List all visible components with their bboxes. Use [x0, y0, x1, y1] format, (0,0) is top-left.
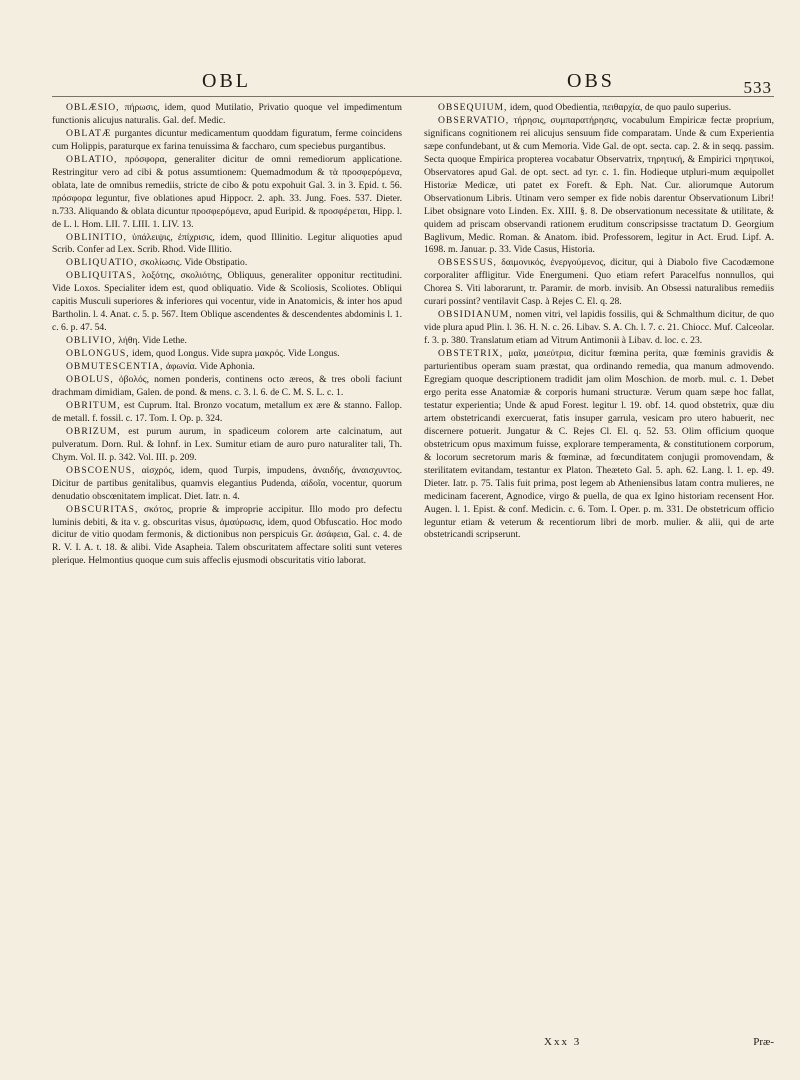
- entry-lemma: OBLATIO,: [66, 153, 118, 165]
- catchword: Præ-: [753, 1036, 774, 1048]
- dictionary-entry: [52, 257, 402, 270]
- entry-text: μαῖα, μαιεύτρια, dicitur fœmina perita, quæ fœminis gravidis & parturientibus operam suam præstat, qua ordinando remedia, qua manum admovendo. Egregiam quoque descriptionem tradidit jam olim Moschion. de morb. mul. c. 1. Debet ergo perita esse Anatomiæ & corporis humani structuræ. Verum quam sæpe hoc fallat, testatur experientia; Unde & apud Forest. legitur l. 19. obf. 14. quod obstetrix, quæ diu artem obstetricandi exercuerat, fatis insuper garrula, vesicam pro utero habuerit, nec discernere potuerit. Jungatur & C. Rejes Cl. El. q. 52. 53. Olim officium quoque obstetricum opus maximum fuisse, explorare temperamenta, & constitutionem corporum, & locorum secretorum maris & fœminæ, ad fœcunditatem conjugii promovendam, & sterilitatem evitandam, testantur ex Platon. Theæteto Gal. 5. aph. 62. Lang. l. 1. ep. 49. Dieter. Iatr. p. 75. Talis fuit prima, post legem ab Atheniensibus latam contra mulieres, ne medicinam facerent, Agnodice, virgo & puella, de qua ex Igino historiam recensent Hor. Augen. l. 1. Epist. & conf. Medicin. c. 6. Tom. I. Oper. p. m. 331. De obstetricum officio leguntur etiam & veterum & recentiorum libri de morb. mulier. & alii, qui de arte obstetricandi scripserunt.: [424, 348, 774, 541]
- entry-text: σκολίωσις. Vide Obstipatio.: [139, 257, 248, 269]
- page-number: 533: [743, 78, 772, 97]
- dictionary-entry: [52, 348, 402, 361]
- dictionary-entry: [424, 102, 774, 115]
- entry-text: est purum aurum, in spadiceum colorem arte calcinatum, aut pulveratum. Dorn. Rul. & Iohnf. in Lex. Sumitur etiam de auro puro naturaliter tali, Th. Chym. Vol. II. p. 342. Vol. III. p. 209.: [52, 425, 402, 463]
- dictionary-entry: [52, 374, 402, 400]
- entry-text: δαιμονικός, ἐνεργούμενος, dicitur, qui à Diabolo five Cacodæmone corporaliter affligitur. Vide Energumeni. Quo etiam refert Paracelfus nonnullos, qui Chorea S. Viti laborarunt, tr. Paramir. de morb. invisib. An Obsessi naturalibus remediis curari possint? ventilavit Casp. à Rejes C. El. q. 28.: [424, 257, 774, 308]
- entry-text: τήρησις, συμπαρατήρησις, vocabulum Empiricæ fectæ proprium, significans cognitionem rei alicujus sensuum fide comparatam. Unde & cum Experientia sæpe confundebant, ut & cum Memoria. Vide Gal. de opt. secta. cap. 2. & in seqq. passim. Secta quoque Empirica propterea vocabatur Observatrix, τηρητική, & Empirici τηρητικοί, Observatores apud Gal. de opt. sect. ad tyr. c. 1. fin. Hodieque utpluri-mum æquipollet Historiæ Medicæ, uti patet ex Foreft. & Eph. Nat. Cur. aliorumque Autorum Observationum Libris. Utinam vero semper ex fide nobis darentur Observationum Libri! Libet obsignare voto Linden. Ex. XIII. §. 8. De observationum necessitate & utilitate, & quidem ad priscam observandi rationem eruditum conscripsisse tractatum D. Georgium Baglivum, Medic. Roman. & Anatom. ibid. Professorem, legitur in Act. Erud. Lipf. A. 1698. m. Januar. p. 33. Vide Casus, Historia.: [424, 114, 774, 256]
- entry-lemma: OBMUTESCENTIA,: [66, 361, 164, 373]
- entry-text: idem, quod Longus. Vide supra μακρός. Vide Longus.: [132, 348, 340, 360]
- page-footer: [424, 1036, 774, 1052]
- dictionary-entry: [52, 400, 402, 426]
- entry-lemma: OBLIQUITAS,: [66, 270, 137, 282]
- entry-lemma: OBSEQUIUM,: [438, 102, 508, 113]
- entry-text: πρόσφορα, generaliter dicitur de omni remediorum applicatione. Restringitur vero ad cibi & potus assumtionem: Quemadmodum & τὰ προσφερόμενα, oblata, late de omnibus remediis, stricte de cibo & potu expohuit Gal. 3. in 3. Epid. t. 56. πρόσφορα leguntur, five oblationes apud Hippocr. 2. aph. 33. Jung. Foes. 537. Dieter. n.733. Aliquando & oblata dicuntur προσφερόμενα, apud Euripid. & προσφέρεται, Hipp. l. de L. l. Hom. LII. 7. LIII. 1. LIV. 13.: [52, 153, 402, 230]
- entry-text: ἀφωνία. Vide Aphonia.: [165, 361, 255, 373]
- dictionary-entry: [52, 426, 402, 465]
- entry-lemma: OBLIQUATIO,: [66, 257, 138, 269]
- entry-lemma: OBSCOENUS,: [66, 464, 136, 476]
- entry-text: λοξότης, σκολιότης, Obliquus, generaliter opponitur rectitudini. Vide Loxos. Specialiter idem est, quod obliquatio. Vide & Scoliosis, Scoliotes. Obliqui capitis Musculi superiores & inferiores qui vocentur, vide in Anatomicis, & inter hos apud Bartholin. l. 4. Anat. c. 5. p. 567. Item Oblique ascendentes & descendentes abdominis l. 1. c. 6. p. 47. 54.: [52, 270, 402, 334]
- entry-lemma: OBLATÆ: [66, 127, 112, 139]
- dictionary-entry: [424, 309, 774, 348]
- right-column: [424, 102, 774, 1032]
- dictionary-entry: [52, 154, 402, 232]
- entry-text: πήρωσις, idem, quod Mutilatio, Privatio quoque vel impedimentum functionis alicujus naturalis. Gal. def. Medic.: [52, 102, 402, 126]
- dictionary-entry: [424, 115, 774, 257]
- entry-lemma: OBSERVATIO,: [438, 114, 510, 126]
- left-running-head: OBL: [202, 70, 251, 92]
- dictionary-entry: [52, 102, 402, 128]
- entry-lemma: OBSTETRIX,: [438, 348, 504, 360]
- entry-text: nomen vitri, vel lapidis fossilis, qui & Schmalthum dicitur, de quo vide plura apud Plin. l. 36. H. N. c. 26. Libav. S. A. Ch. l. 7. c. 21. Chiocc. Muf. Calceolar. f. 3. p. 380. Translatum etiam ad Vitrum Antimonii à Libav. d. loc. c. 23.: [424, 309, 774, 347]
- entry-lemma: OBLÆSIO,: [66, 102, 120, 113]
- entry-text: σκότος, proprie & improprie accipitur. Illo modo pro defectu luminis debiti, & ita v. g. obscuritas visus, ἀμαύρωσις, idem, quod Obfuscatio. Hoc modo dicitur de vitio quodam fermonis, & dictionibus non perspicuis Gr. ἀσάφεια, Gal. c. 4. de R. V. I. A. t. 18. & alibi. Vide Asapheia. Talem obscuritatem affectare soliti sunt veteres plerique. Helmontius quoque cum suis affeclis ejusmodi obscuritatis vitio laborat.: [52, 503, 402, 567]
- entry-text: αἰσχρός, idem, quod Turpis, impudens, ἀναιδής, ἀναισχυντος. Dicitur de partibus genitalibus, quamvis elegantius Pudenda, αἰδοῖα, vocentur, quorum denudatio obscœnitatem implicat. Diet. Iatr. n. 4.: [52, 464, 402, 502]
- right-running-head: OBS: [567, 70, 615, 92]
- dictionary-entry: [52, 361, 402, 374]
- entry-text: purgantes dicuntur medicamentum quoddam figuratum, ferme coincidens cum Holippis, paraturque ex farina tenuissima & faccharo, cum speciebus purgantibus.: [52, 127, 402, 152]
- dictionary-entry: [424, 257, 774, 309]
- entry-text: ὑπάλειψις, ἐπίχρισις, idem, quod Illinitio. Legitur aliquoties apud Scrib. Confer ad Lex. Scrib. Rhod. Vide Illitio.: [52, 231, 402, 256]
- entry-lemma: OBRITUM,: [66, 399, 121, 411]
- entry-text: idem, quod Obedientia, πειθαρχία, de quo paulo superius.: [509, 102, 732, 113]
- dictionary-entry: [52, 465, 402, 504]
- entry-lemma: OBSIDIANUM,: [438, 309, 513, 321]
- header-rule: [52, 96, 774, 97]
- left-column: [52, 102, 402, 1032]
- entry-lemma: OBOLUS,: [66, 374, 114, 386]
- entry-text: est Cuprum. Ital. Bronzo vocatum, metallum ex ære & stanno. Fallop. de metall. f. fossil. c. 17. Tom. I. Op. p. 324.: [52, 399, 402, 424]
- dictionary-entry: [52, 335, 402, 348]
- entry-lemma: OBLINITIO,: [66, 231, 127, 243]
- dictionary-entry: [52, 504, 402, 569]
- entry-lemma: OBSESSUS,: [438, 257, 497, 269]
- entry-text: ὀβολός, nomen ponderis, continens octo æreos, & tres oboli faciunt drachmam dimidiam, Galen. de pond. & mens. c. 3. l. 6. de C. M. S. L. c. 1.: [52, 374, 402, 398]
- dictionary-entry: [52, 270, 402, 335]
- running-header: [52, 60, 772, 100]
- entry-lemma: OBLIVIO,: [66, 335, 116, 347]
- dictionary-entry: [424, 348, 774, 542]
- entry-lemma: OBLONGUS,: [66, 348, 130, 360]
- dictionary-entry: [52, 128, 402, 154]
- entry-lemma: OBSCURITAS,: [66, 503, 139, 515]
- dictionary-entry: [52, 232, 402, 258]
- signature-mark: Xxx 3: [544, 1036, 582, 1048]
- entry-text: λήθη. Vide Lethe.: [118, 335, 187, 347]
- entry-lemma: OBRIZUM,: [66, 425, 121, 437]
